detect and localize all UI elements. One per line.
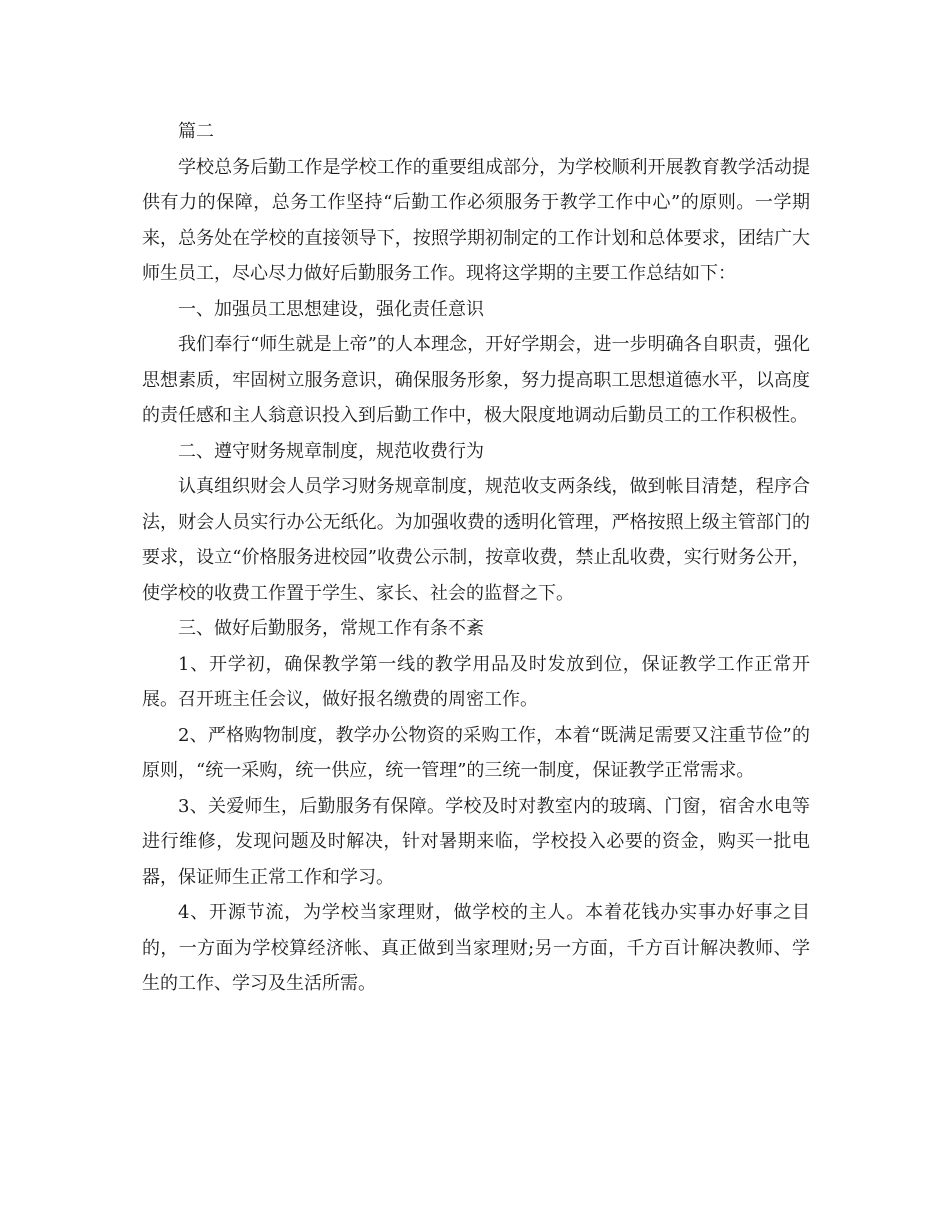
intro-paragraph: 学校总务后勤工作是学校工作的重要组成部分，为学校顺利开展教育教学活动提供有力的保障，总务工作坚持“后勤工作必须服务于教学工作中心”的原则。一学期来，总务处在学校的直接领导下，按照学期初制定的工作计划和总体要求，团结广大师生员工，尽心尽力做好后勤服务工作。现将这学期的主要工作总结如下：	[142, 156, 810, 284]
paragraph-2: 认真组织财会人员学习财务规章制度，规范收支两条线，做到帐目清楚，程序合法，财会人员实行办公无纸化。为加强收费的透明化管理，严格按照上级主管部门的要求，设立“价格服务进校园”收费公示制，按章收费，禁止乱收费，实行财务公开，使学校的收费工作置于学生、家长、社会的监督之下。	[142, 476, 810, 604]
paragraph-1: 我们奉行“师生就是上帝”的人本理念，开好学期会，进一步明确各自职责，强化思想素质，牢固树立服务意识，确保服务形象，努力提高职工思想道德水平，以高度的责任感和主人翁意识投入到后勤工作中，极大限度地调动后勤员工的工作积极性。	[142, 334, 810, 426]
heading-1: 一、加强员工思想建设，强化责任意识	[178, 298, 484, 320]
heading-3: 三、做好后勤服务，常规工作有条不紊	[178, 618, 484, 639]
list-item-2: 2、严格购物制度，教学办公物资的采购工作，本着“既满足需要又注重节俭”的原则，“统一采购，统一供应，统一管理”的三统一制度，保证教学正常需求。	[142, 724, 810, 781]
heading-2: 二、遵守财务规章制度，规范收费行为	[178, 440, 484, 462]
list-item-3: 3、关爱师生，后勤服务有保障。学校及时对教室内的玻璃、门窗，宿舍水电等进行维修，发现问题及时解决，针对暑期来临，学校投入必要的资金，购买一批电器，保证师生正常工作和学习。	[142, 795, 810, 888]
list-item-4: 4、开源节流，为学校当家理财，做学校的主人。本着花钱办实事办好事之目的，一方面为学校算经济帐、真正做到当家理财;另一方面，千方百计解决教师、学生的工作、学习及生活所需。	[142, 902, 810, 994]
section-title: 篇二	[178, 121, 214, 142]
list-item-1: 1、开学初，确保教学第一线的教学用品及时发放到位，保证教学工作正常开展。召开班主任会议，做好报名缴费的周密工作。	[142, 653, 810, 710]
document-page	[142, 114, 810, 1002]
